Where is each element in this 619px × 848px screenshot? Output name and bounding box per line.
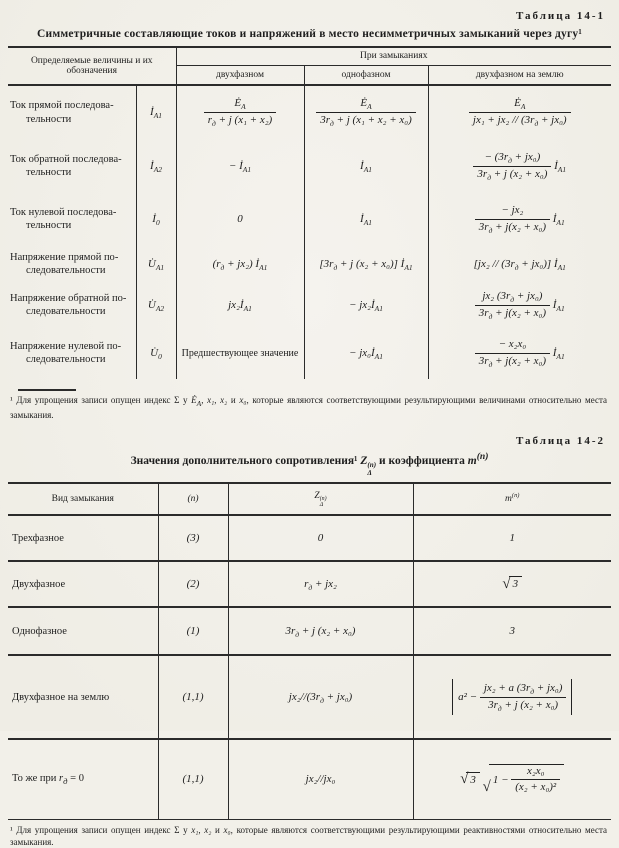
z-cell: jx₂/$/(3r_д + jx_0)$ — [228, 655, 413, 739]
m-cell: a² − $\frac{jx_2 + a (3r_д + jx_0)}{3r_д + j (x_2 + x_0)}$ — [413, 655, 611, 739]
symbol-cell: $İ_{A2}$ — [136, 139, 176, 193]
formula-cell: 0 — [176, 193, 304, 245]
m-cell: √ 3 — [413, 561, 611, 607]
symbol-cell: $U̇_0$ — [136, 327, 176, 379]
quantity-label: Напряжение обратной последовательности — [10, 292, 127, 317]
table-row — [8, 739, 611, 819]
formula-cell: $\frac{Ė_A}{r_д + j (x_1 + x_2)}$ — [176, 85, 304, 139]
table-row — [8, 655, 611, 739]
table2-footnote: ¹ Для упрощения записи опущен индекс Σ у x₁, x₂ и x₀, которые являются соответствующими результирующими реактивностями относительно места замыкания. — [10, 824, 607, 847]
formula-cell: $[jx_2 // (3r_д + jx_0)]$ $İ_{A1}$ — [428, 245, 611, 283]
table-row — [8, 245, 611, 283]
symbol-cell: $İ_{A1}$ — [136, 85, 176, 139]
table2-header-kind: Вид замыкания — [51, 494, 114, 505]
fault-kind-label: Двухфазное — [12, 578, 66, 590]
formula-cell: $\frac{- (3r_д + jx_0)}{3r_д + j (x_2 + x_0)}$ $İ_{A1}$ — [428, 139, 611, 193]
table-row — [8, 139, 611, 193]
formula-cell: Предшествующее значение — [176, 327, 304, 379]
n-cell: (3) — [158, 515, 228, 561]
symbol-cell: $İ_0$ — [136, 193, 176, 245]
table1 — [8, 46, 611, 379]
table2-header-z: Z (n) Δ — [228, 483, 413, 515]
table2-header-m: $m^{(n)}$ — [413, 483, 611, 515]
n-cell: (1,1) — [158, 739, 228, 819]
table2-caption: Таблица 14-2 — [515, 435, 605, 448]
formula-cell: $\frac{Ė_A}{3r_д + j (x_1 + x_2 + x_0)}$ — [304, 85, 428, 139]
table2-title: Значения дополнительного сопротивления¹ Z (n) Δ и коэффициента $m^{(n)}$ — [130, 451, 489, 477]
table2 — [8, 482, 611, 820]
table-row — [8, 515, 611, 561]
z-cell: $3r_д + j$ (x₂ + x₀) — [228, 607, 413, 655]
m-cell: 1 — [413, 515, 611, 561]
symbol-cell: $U̇_{A1}$ — [136, 245, 176, 283]
table1-header-two-phase: двухфазном — [176, 65, 304, 85]
table-row — [8, 85, 611, 139]
table-row — [8, 607, 611, 655]
formula-cell: $\frac{\text{− x₂x₀}}{3r_д + j(x_2 + x_0)}$ $İ_{A1}$ — [428, 327, 611, 379]
footnote-rule — [18, 389, 76, 391]
formula-cell: $\frac{Ė_A}{jx_1 + jx_2 // (3r_д + jx_0)}$ — [428, 85, 611, 139]
z-cell: 0 — [228, 515, 413, 561]
fault-kind-label: Однофазное — [12, 625, 67, 637]
n-cell: (1) — [158, 607, 228, 655]
fault-kind-label: Двухфазное на землю — [12, 691, 110, 703]
n-cell: (2) — [158, 561, 228, 607]
fault-kind-label: Трехфазное — [12, 532, 64, 544]
table1-caption: Таблица 14-1 — [515, 10, 605, 22]
formula-cell: $İ_{A1}$ — [304, 193, 428, 245]
quantity-label: Напряжение нулевой последовательности — [10, 340, 122, 365]
quantity-label: Ток обратной последовательности — [10, 153, 122, 178]
table1-footnote: ¹ Для упрощения записи опущен индекс Σ у $Ė_A$, x₁, x₂ и x₀, которые являются соответствующими результирующими величинами относительно места замыкания. — [10, 395, 607, 420]
table-row — [8, 327, 611, 379]
table1-header-one-phase: однофазном — [304, 65, 428, 85]
formula-cell: $(r_д + jx_2)$ $İ_{A1}$ — [176, 245, 304, 283]
table-row — [8, 193, 611, 245]
m-cell: 3 — [413, 607, 611, 655]
table1-title: Симметричные составляющие токов и напряжений в место несимметричных замыканий через дугу¹ — [37, 28, 582, 40]
formula-cell: $İ_{A1}$ — [304, 139, 428, 193]
quantity-label: Ток прямой последовательности — [10, 100, 114, 125]
formula-cell: $jx_2İ_{A1}$ — [176, 283, 304, 327]
table2-header-n: (n) — [158, 483, 228, 515]
fault-kind-label: То же при $r_д = 0$ — [12, 772, 84, 786]
quantity-label: Напряжение прямой последовательности — [10, 251, 119, 276]
formula-cell: $\frac{\text{− jx₂}}{3r_д + j(x_2 + x_0)}$ $İ_{A1}$ — [428, 193, 611, 245]
table-row — [8, 561, 611, 607]
symbol-cell: $U̇_{A2}$ — [136, 283, 176, 327]
table1-header-quantities: Определяемые величины и их обозначения — [30, 56, 153, 76]
m-cell: √ 3 √ 1 − $\frac{\text{x₂x₀}}{\text{(x₂ + x₀)²}}$ — [413, 739, 611, 819]
formula-cell: [$3r_д + j$ (x₂ + x₀)] $İ_{A1}$ — [304, 245, 428, 283]
z-cell: jx₂//jx₀ — [228, 739, 413, 819]
z-cell: $r_д + jx_2$ — [228, 561, 413, 607]
table1-header-group: При замыканиях — [176, 47, 611, 65]
formula-cell: − $jx_2İ_{A1}$ — [304, 283, 428, 327]
formula-cell: $\frac{jx_2 (3r_д + jx_0)}{3r_д + j(x_2 + x_0)}$ $İ_{A1}$ — [428, 283, 611, 327]
table-row — [8, 283, 611, 327]
n-cell: (1,1) — [158, 655, 228, 739]
quantity-label: Ток нулевой последовательности — [10, 206, 117, 231]
formula-cell: − $jx_0İ_{A1}$ — [304, 327, 428, 379]
formula-cell: − $İ_{A1}$ — [176, 139, 304, 193]
table1-header-two-phase-ground: двухфазном на землю — [428, 65, 611, 85]
